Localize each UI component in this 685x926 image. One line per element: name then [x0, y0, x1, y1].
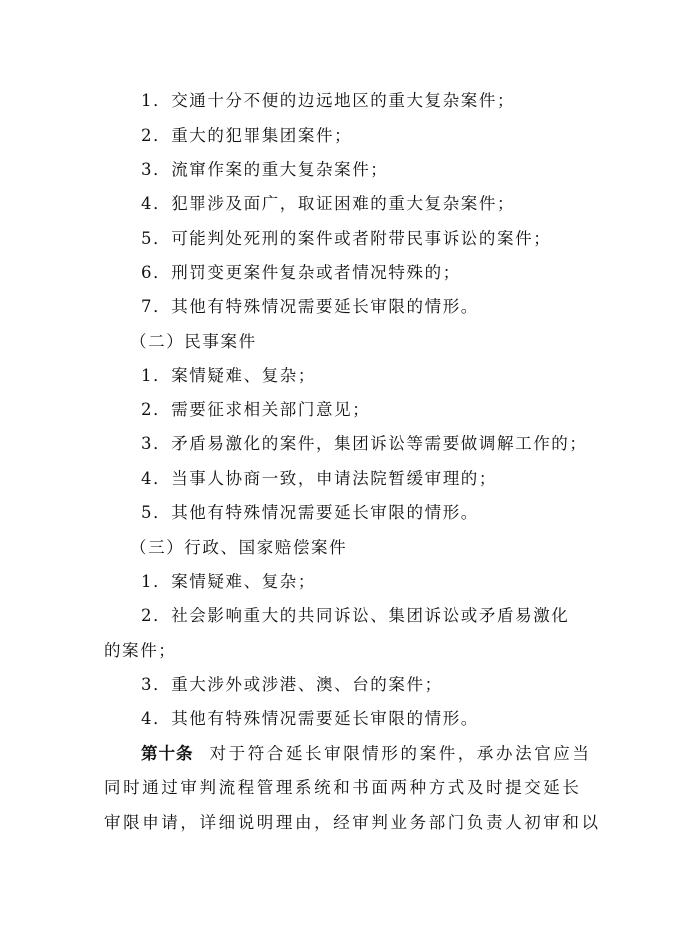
criminal-item-6: 6．刑罚变更案件复杂或者情况特殊的； [141, 263, 461, 282]
admin-item-1: 1．案情疑难、复杂； [141, 572, 316, 591]
article-10-text: 对于符合延长审限情形的案件，承办法官应当 [209, 744, 592, 763]
admin-item-2-continued: 的案件； [104, 641, 177, 660]
article-10-line-1 [0, 743, 685, 765]
civil-item-2: 2．需要征求相关部门意见； [141, 400, 371, 419]
article-10-line-3: 审限申请，详细说明理由，经审判业务部门负责人初审和以 [104, 813, 601, 832]
criminal-item-7: 7．其他有特殊情况需要延长审限的情形。 [141, 297, 479, 316]
admin-item-4: 4．其他有特殊情况需要延长审限的情形。 [141, 709, 479, 728]
criminal-item-3: 3．流窜作案的重大复杂案件； [141, 160, 389, 179]
criminal-item-4: 4．犯罪涉及面广，取证困难的重大复杂案件； [141, 194, 516, 213]
admin-item-2: 2．社会影响重大的共同诉讼、集团诉讼或矛盾易激化 [141, 606, 570, 625]
civil-item-3: 3．矛盾易激化的案件，集团诉讼等需要做调解工作的； [141, 434, 588, 453]
civil-item-1: 1．案情疑难、复杂； [141, 366, 316, 385]
admin-heading: （三）行政、国家赔偿案件 [130, 538, 348, 557]
criminal-item-5: 5．可能判处死刑的案件或者附带民事诉讼的案件； [141, 229, 552, 248]
article-10-line-2: 同时通过审判流程管理系统和书面两种方式及时提交延长 [104, 778, 582, 797]
criminal-item-2: 2．重大的犯罪集团案件； [141, 126, 353, 145]
criminal-item-1: 1．交通十分不便的边远地区的重大复杂案件； [141, 91, 516, 110]
admin-item-3: 3．重大涉外或涉港、澳、台的案件； [141, 675, 443, 694]
civil-heading: （二）民事案件 [130, 332, 257, 351]
civil-item-5: 5．其他有特殊情况需要延长审限的情形。 [141, 503, 479, 522]
article-10-label: 第十条 [141, 744, 194, 763]
civil-item-4: 4．当事人协商一致，申请法院暂缓审理的； [141, 469, 497, 488]
